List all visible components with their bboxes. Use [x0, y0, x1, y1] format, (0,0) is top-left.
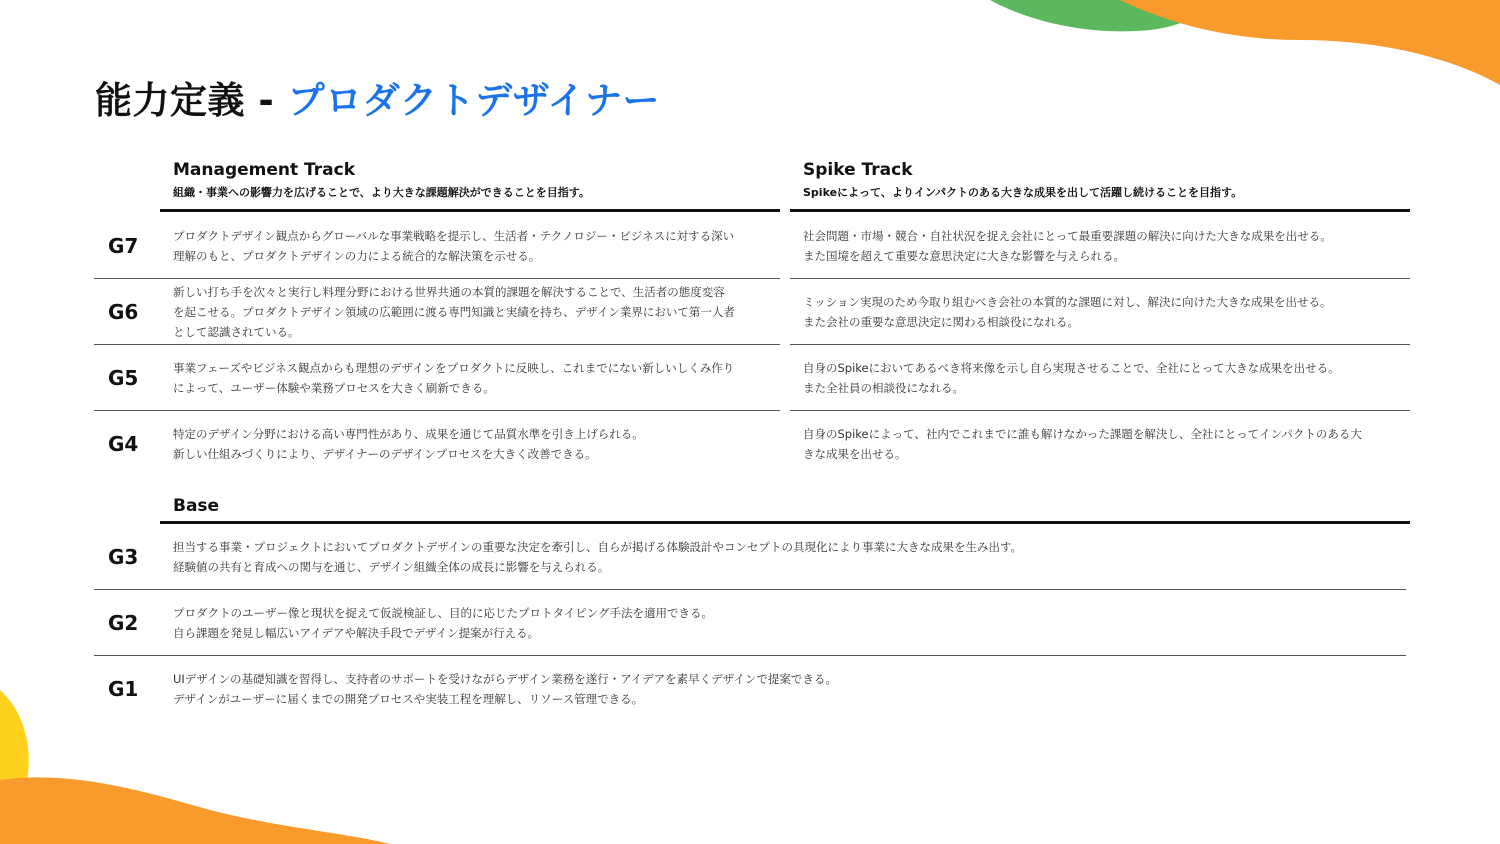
g6-spike-text: ミッション実現のため今取り組むべき会社の本質的な課題に対し、解決に向けた大きな成果を出せる。 また会社の重要な意思決定に関わる相談役になれる。 [803, 294, 1332, 329]
management-track-header [173, 160, 590, 200]
grade-label-g6: G6 [108, 300, 139, 324]
grade-label-g2: G2 [108, 611, 139, 635]
g2-base-text: プロダクトのユーザー像と現状を捉えて仮説検証し、目的に応じたプロトタイピング手法を適用できる。 自ら課題を発見し幅広いアイデアや解決手段でデザイン提案が行える。 [173, 605, 714, 640]
management-track-title: Management Track [173, 160, 356, 180]
green-blob [990, 0, 1220, 31]
base-title: Base [173, 496, 220, 516]
orange-blob-top [1120, 0, 1500, 85]
spike-track-header [803, 160, 1242, 200]
management-header-rule [160, 209, 780, 212]
g5-management-text: 事業フェーズやビジネス観点からも理想のデザインをプロダクトに反映し、これまでにない新しいしくみ作り によって、ユーザー体験や業務プロセスを大きく刷新できる。 [173, 360, 735, 395]
spike-track-title: Spike Track [803, 160, 913, 180]
page-title [95, 70, 660, 124]
management-track-subtitle: 組織・事業への影響力を広げることで、より大きな課題解決ができることを目指す。 [173, 186, 590, 199]
title-accent: プロダクトデザイナー [287, 79, 661, 122]
spike-header-rule [790, 209, 1410, 212]
title-main: 能力定義 - [95, 79, 288, 122]
orange-blob-bottom [0, 777, 390, 844]
g3-base-text: 担当する事業・プロジェクトにおいてプロダクトデザインの重要な決定を牽引し、自らが掲げる体験設計やコンセプトの具現化により事業に大きな成果を生み出す。 経験値の共有と育成への関与を通じ、デザイン組織全体の成長に影響を与えられる。 [173, 539, 1023, 574]
g7-management-text: プロダクトデザイン観点からグローバルな事業戦略を提示し、生活者・テクノロジー・ビジネスに対する深い 理解のもと、プロダクトデザインの力による統合的な解決策を示せる。 [173, 228, 735, 263]
g5-spike-text: 自身のSpikeにおいてあるべき将来像を示し自ら実現させることで、全社にとって大きな成果を出せる。 また全社員の相談役になれる。 [803, 360, 1340, 395]
spike-track-subtitle: Spikeによって、よりインパクトのある大きな成果を出して活躍し続けることを目指す。 [803, 186, 1243, 199]
g4-spike-text: 自身のSpikeによって、社内でこれまでに誰も解けなかった課題を解決し、全社にとってインパクトのある大 きな成果を出せる。 [803, 426, 1362, 461]
grade-label-g4: G4 [108, 432, 139, 456]
yellow-blob [0, 690, 29, 844]
g7-spike-text: 社会問題・市場・競合・自社状況を捉え会社にとって最重要課題の解決に向けた大きな成果を出せる。 また国境を超えて重要な意思決定に大きな影響を与えられる。 [803, 228, 1332, 263]
grade-label-g3: G3 [108, 545, 139, 569]
grade-label-g7: G7 [108, 234, 139, 258]
grade-label-g5: G5 [108, 366, 139, 390]
grade-label-g1: G1 [108, 677, 139, 701]
base-header [173, 496, 219, 516]
g6-management-text: 新しい打ち手を次々と実行し料理分野における世界共通の本質的課題を解決することで、生活者の態度変容 を起こせる。プロダクトデザイン領域の広範囲に渡る専門知識と実績を持ち、デザイン業界において第一人者 として認識されている。 [173, 284, 735, 339]
g1-base-text: UIデザインの基礎知識を習得し、支持者のサポートを受けながらデザイン業務を遂行・アイデアを素早くデザインで提案できる。 デザインがユーザーに届くまでの開発プロセスや実装工程を理解し、リソース管理できる。 [173, 671, 837, 706]
g4-management-text: 特定のデザイン分野における高い専門性があり、成果を通じて品質水準を引き上げられる。 新しい仕組みづくりにより、デザイナーのデザインプロセスを大きく改善できる。 [173, 426, 644, 461]
